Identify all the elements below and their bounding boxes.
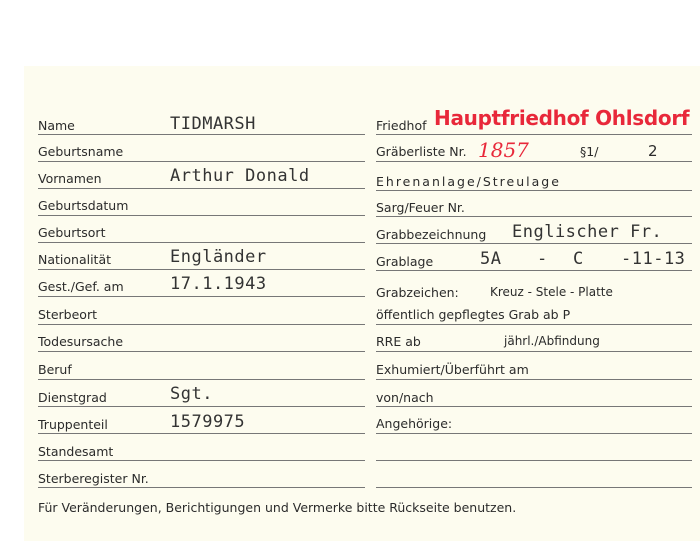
rre-label: RRE ab — [376, 334, 421, 349]
exhumiert-line — [376, 379, 692, 380]
sterberegister-line — [38, 487, 365, 488]
ehrenanlage-line — [376, 190, 692, 191]
dienstgrad-label: Dienstgrad — [38, 390, 107, 405]
geburtsname-label: Geburtsname — [38, 144, 124, 159]
sarg-label: Sarg/Feuer Nr. — [376, 200, 465, 215]
grablage-label: Grablage — [376, 254, 434, 269]
grablage-part2: C — [573, 249, 584, 269]
vornamen-label: Vornamen — [38, 171, 102, 186]
grave-record-card — [24, 66, 700, 541]
nationalitaet-value: Engländer — [170, 247, 267, 267]
vonnach-label: von/nach — [376, 390, 434, 405]
truppenteil-line — [38, 433, 365, 434]
sterbeort-label: Sterbeort — [38, 307, 97, 322]
dienstgrad-line — [38, 406, 365, 407]
standesamt-line — [38, 460, 365, 461]
grabzeichen-options: Kreuz - Stele - Platte — [490, 285, 613, 299]
friedhof-label: Friedhof — [376, 118, 427, 133]
graeberliste-label: Gräberliste Nr. — [376, 144, 467, 159]
grabbezeichnung-value: Englischer Fr. — [512, 222, 663, 242]
grablage-line — [376, 270, 692, 271]
sarg-line — [376, 216, 692, 217]
dienstgrad-value: Sgt. — [170, 384, 213, 404]
geburtsort-line — [38, 242, 365, 243]
friedhof-stamp: Hauptfriedhof Ohlsdorf — [434, 106, 690, 130]
beruf-line — [38, 379, 365, 380]
vonnach-line — [376, 406, 692, 407]
name-value: TIDMARSH — [170, 114, 256, 134]
friedhof-line — [376, 134, 692, 135]
paragraph-label: §1/ — [580, 144, 599, 159]
truppenteil-value: 1579975 — [170, 412, 246, 432]
nationalitaet-line — [38, 269, 365, 270]
geburtsname-line — [38, 161, 365, 162]
standesamt-label: Standesamt — [38, 444, 114, 459]
geburtsdatum-label: Geburtsdatum — [38, 198, 129, 213]
truppenteil-label: Truppenteil — [38, 417, 108, 432]
angehoerige-line — [376, 433, 692, 434]
grablage-part3: -11-13 — [621, 249, 686, 269]
gest-label: Gest./Gef. am — [38, 279, 124, 294]
grabbezeichnung-label: Grabbezeichnung — [376, 227, 487, 242]
angehoerige-label: Angehörige: — [376, 416, 453, 431]
graeberliste-value: 1857 — [478, 138, 529, 162]
grablage-dash: - — [537, 249, 548, 269]
grabzeichen-label: Grabzeichen: — [376, 285, 459, 300]
paragraph-value: 2 — [648, 142, 658, 160]
gepflegt-line — [376, 324, 692, 325]
gepflegt-label: öffentlich gepflegtes Grab ab P — [376, 307, 571, 322]
todesursache-line — [38, 351, 365, 352]
todesursache-label: Todesursache — [38, 334, 124, 349]
vornamen-line — [38, 188, 365, 189]
rre-line — [376, 351, 692, 352]
grabbezeichnung-line — [376, 243, 692, 244]
exhumiert-label: Exhumiert/Überführt am — [376, 362, 529, 377]
sterbeort-line — [38, 324, 365, 325]
gest-line — [38, 296, 365, 297]
angehoerige-line-3 — [376, 487, 692, 488]
vornamen-value: Arthur Donald — [170, 166, 310, 186]
geburtsdatum-line — [38, 215, 365, 216]
name-line — [38, 134, 365, 135]
abfindung-label: jährl./Abfindung — [504, 334, 600, 348]
name-label: Name — [38, 118, 75, 133]
angehoerige-line-2 — [376, 460, 692, 461]
geburtsort-label: Geburtsort — [38, 225, 106, 240]
footer-note: Für Veränderungen, Berichtigungen und Vermerke bitte Rückseite benutzen. — [38, 500, 517, 515]
beruf-label: Beruf — [38, 362, 72, 377]
nationalitaet-label: Nationalität — [38, 252, 112, 267]
gest-value: 17.1.1943 — [170, 274, 267, 294]
ehrenanlage-label: Ehrenanlage/Streulage — [376, 174, 561, 189]
grablage-part1: 5A — [480, 249, 502, 269]
sterberegister-label: Sterberegister Nr. — [38, 471, 149, 486]
graeberliste-line — [376, 161, 692, 162]
